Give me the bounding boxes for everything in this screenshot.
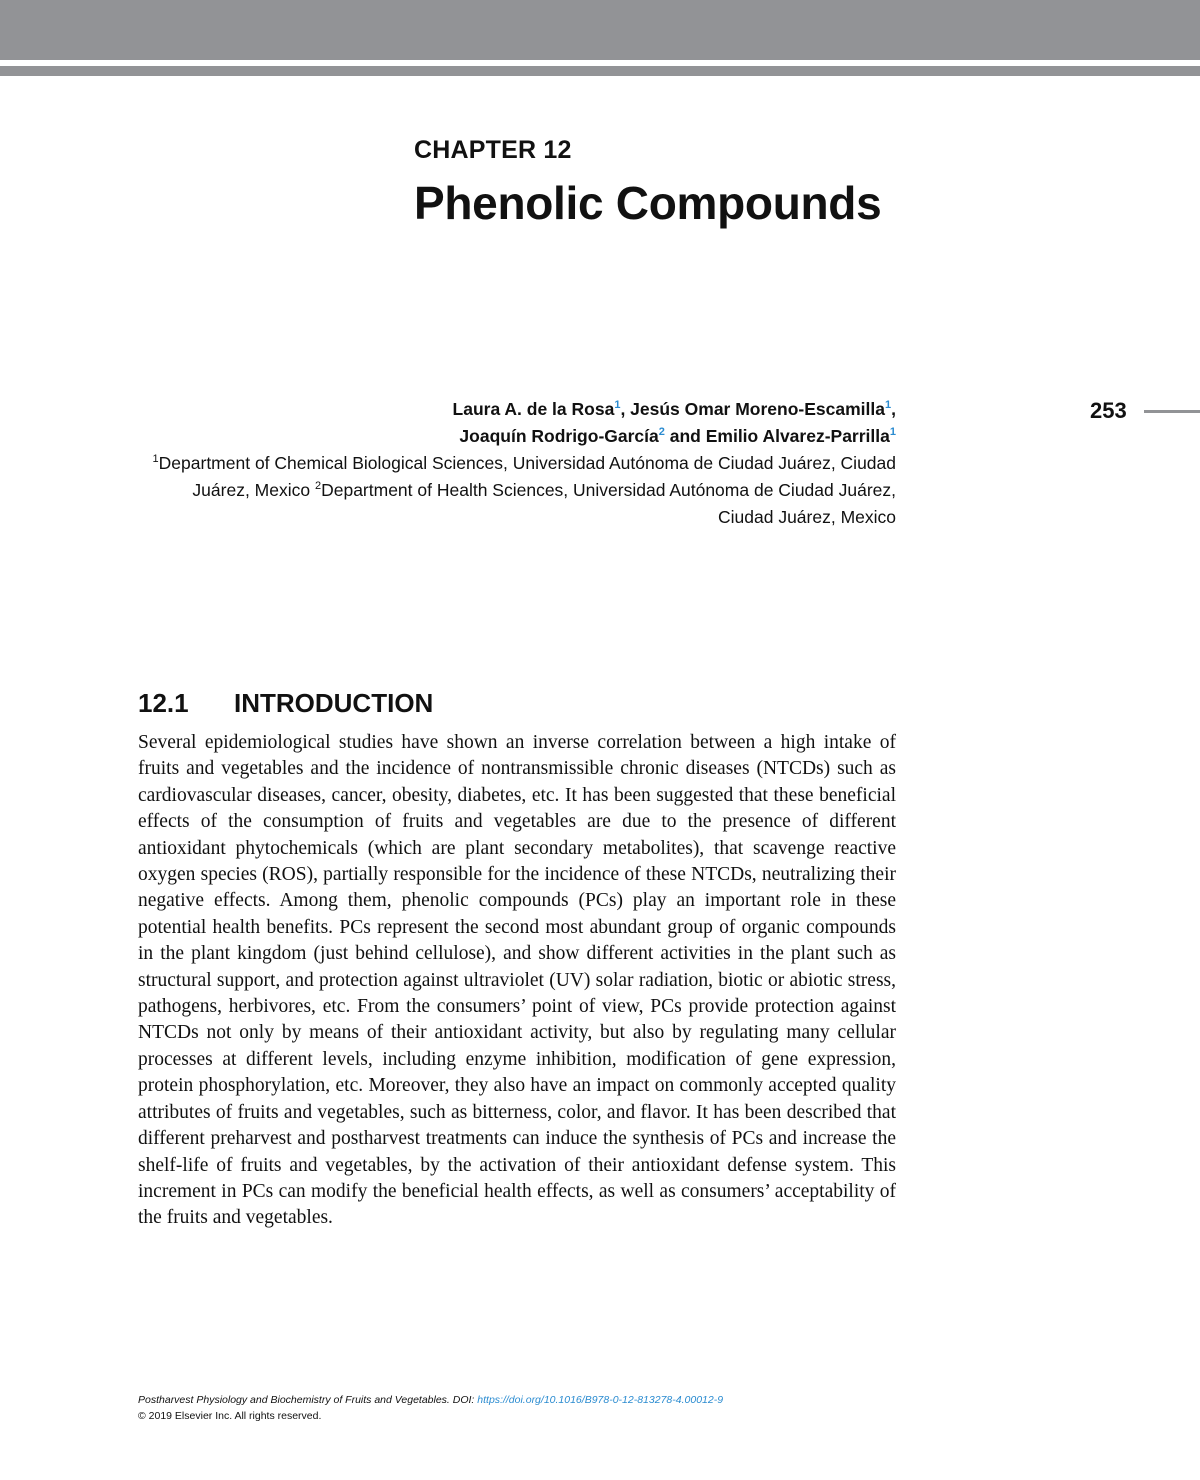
footer-copyright: © 2019 Elsevier Inc. All rights reserved. [138,1410,322,1422]
header-band [0,0,1200,60]
affiliation-1: Department of Chemical Biological Sciences, Universidad Autónoma de Ciudad Juárez, Ciudad Juárez, Mexico [158,453,896,500]
footer-citation [138,1392,723,1408]
author-affiliation-marker: 1 [614,399,621,411]
section-body-text: Several epidemiological studies have shown an inverse correlation between a high intake of fruits and vegetables and the incidence of nontransmissible chronic diseases (NTCDs) such as cardiovascular diseases, cancer, obesity, diabetes, etc. It has been suggested that these beneficial effects of the consumption of fruits and vegetables are due to the presence of different antioxidant phytochemicals (which are plant secondary metabolites), that scavenge reactive oxygen species (ROS), partially responsible for the incidence of these NTCDs, neutralizing their negative effects. Among them, phenolic compounds (PCs) play an important role in these potential health benefits. PCs represent the second most abundant group of organic compounds in the plant kingdom (just behind cellulose), and show different activities in the plant such as structural support, and protection against ultraviolet (UV) solar radiation, biotic or abiotic stress, pathogens, herbivores, etc. From the consumers’ point of view, PCs provide protection against NTCDs not only by means of their antioxidant activity, but also by regulating many cellular processes at different levels, including enzyme inhibition, modification of gene expression, protein phosphorylation, etc. Moreover, they also have an impact on commonly accepted quality attributes of fruits and vegetables, such as bitterness, color, and flavor. It has been described that different preharvest and postharvest treatments can induce the synthesis of PCs and increase the shelf-life of fruits and vegetables, by the activation of their antioxidant defense system. This increment in PCs can modify the beneficial health effects, as well as consumers’ acceptability of the fruits and vegetables. [138,732,896,1229]
affiliation-2: Department of Health Sciences, Universidad Autónoma de Ciudad Juárez, Ciudad Juárez, Mexico [321,480,896,527]
author-name: Jesús Omar Moreno-Escamilla [630,399,885,419]
author-line-1: Laura A. de la Rosa$^1$, Jesús Omar Moreno-Escamilla$^1$, [452,399,896,419]
author-name: Laura A. de la Rosa [452,399,615,419]
author-block [150,396,896,531]
author-name: Emilio Alvarez-Parrilla [705,426,890,446]
author-affiliation-marker: 1 [889,426,896,438]
page-footer [138,1392,723,1424]
affiliation-marker: 1 [152,453,159,465]
footer-book-title: Postharvest Physiology and Biochemistry of Fruits and Vegetables. DOI: [138,1394,478,1406]
header-stripe [0,66,1200,76]
chapter-label: CHAPTER 12 [414,136,572,164]
doi-link[interactable]: https://doi.org/10.1016/B978-0-12-813278-4.00012-9 [477,1394,724,1406]
section-number: 12.1 [138,688,189,718]
author-conjunction: and [664,426,706,446]
author-line-2 [150,423,896,450]
author-affiliation-marker: 1 [885,399,892,411]
affiliation-marker: 2 [314,480,322,492]
author-name: Joaquín Rodrigo-García [459,426,659,446]
section-title: INTRODUCTION [234,688,434,718]
chapter-title: Phenolic Compounds [414,177,882,229]
page-number-rule [1144,410,1200,413]
author-affiliation-marker: 2 [658,426,665,438]
section-heading [138,688,433,719]
affiliations [150,450,896,531]
page-number: 253 [1090,398,1127,423]
